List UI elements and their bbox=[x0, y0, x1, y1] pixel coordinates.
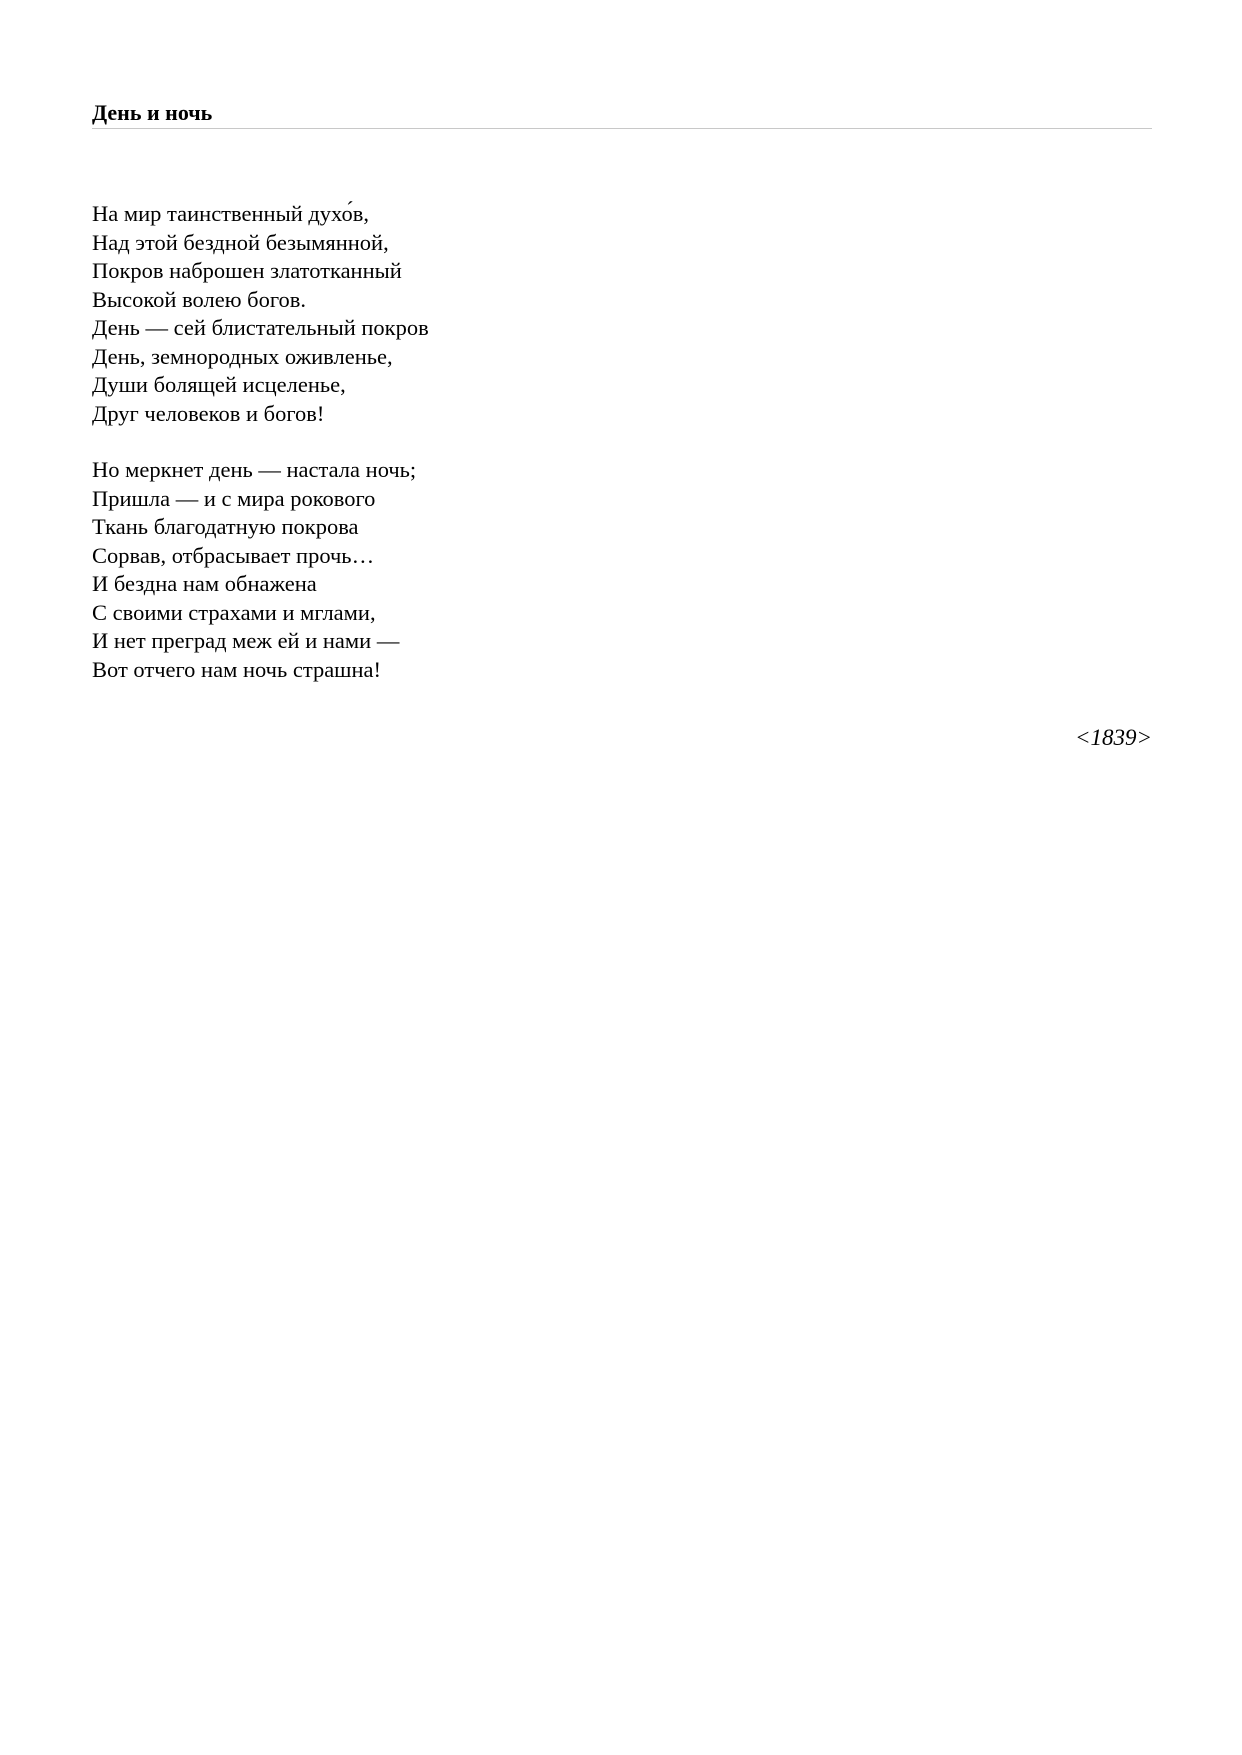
poem-line: Но меркнет день — настала ночь; bbox=[92, 457, 417, 482]
poem-line: Вот отчего нам ночь страшна! bbox=[92, 656, 382, 682]
poem-line: И бездна нам обнажена bbox=[92, 571, 317, 596]
poem-line: Друг человеков и богов! bbox=[92, 400, 325, 426]
poem-line: Над этой бездной безымянной, bbox=[92, 229, 389, 255]
poem-line: На мир таинственный духо́в, bbox=[92, 201, 369, 226]
poem-body bbox=[92, 200, 429, 712]
poem-line: Покров наброшен златотканный bbox=[92, 258, 402, 283]
poem-line: Высокой волею богов. bbox=[92, 286, 307, 312]
poem-line: С своими страхами и мглами, bbox=[92, 599, 376, 625]
poem-line: Сорвав, отбрасывает прочь… bbox=[92, 542, 375, 568]
poem-line: День — сей блистательный покров bbox=[92, 315, 429, 340]
poem-line: Ткань благодатную покрова bbox=[92, 514, 359, 539]
stanza-2 bbox=[92, 456, 429, 684]
poem-line: Души болящей исцеленье, bbox=[92, 372, 346, 397]
poem-line: И нет преград меж ей и нами — bbox=[92, 628, 400, 653]
poem-line: Пришла — и с мира рокового bbox=[92, 485, 376, 511]
title-divider bbox=[92, 128, 1152, 129]
poem-title: День и ночь bbox=[92, 100, 213, 125]
poem-date: <1839> bbox=[1074, 725, 1152, 750]
document-page bbox=[92, 0, 1152, 1755]
stanza-1 bbox=[92, 200, 429, 428]
poem-line: День, земнородных оживленье, bbox=[92, 343, 393, 369]
